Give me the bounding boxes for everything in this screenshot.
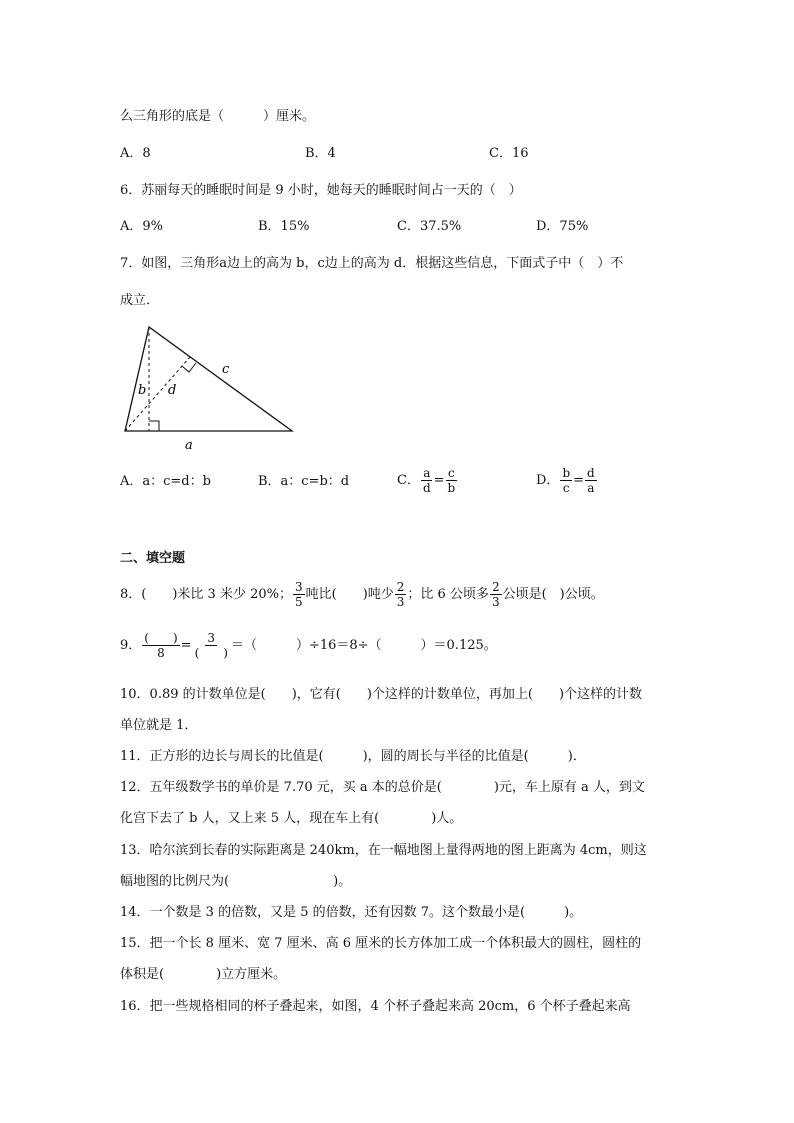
height-d-line: [125, 357, 190, 431]
right-angle-mark-side: [182, 363, 196, 372]
q7-option-b: B．a：c=b：d: [258, 474, 350, 489]
q12-stem-line2: 化宫下去了 b 人，又上来 5 人，现在车上有( )人。: [120, 811, 463, 826]
q16-stem: 16．把一些规格相同的杯子叠起来，如图，4 个杯子叠起来高 20cm，6 个杯子叠起来高: [120, 999, 631, 1014]
q7-stem-line2: 成立．: [120, 293, 160, 308]
q7-option-a: A．a：c=d：b: [120, 474, 211, 489]
q6-option-c: C．37.5%: [397, 219, 462, 234]
fraction: $\frac{( )}{8}$: [144, 631, 178, 660]
label-c: c: [222, 362, 230, 377]
q5-stem-continuation: 么三角形的底是（ ）厘米。: [120, 109, 316, 124]
q5-option-c: C．16: [489, 146, 529, 161]
fraction: $\frac{3}{( )}$: [194, 631, 228, 660]
q6-option-a: A．9%: [120, 219, 164, 234]
label-b: b: [138, 383, 147, 398]
fraction: $\frac{a}{d}$: [422, 466, 431, 495]
q14-stem: 14．一个数是 3 的倍数，又是 5 的倍数，还有因数 7。这个数最小是( )。: [120, 905, 583, 920]
fraction: $\frac{d}{a}$: [587, 466, 595, 495]
label-d: d: [168, 383, 177, 398]
right-angle-mark-base: [149, 421, 159, 431]
fraction: $\frac{2}{3}$: [396, 580, 405, 609]
label-a: a: [185, 438, 193, 453]
q9-stem: 9． $\frac{( )}{8}$ = $\frac{3}{( )}$ ＝（ ）÷16＝8÷（ ）＝0.125。: [120, 631, 497, 660]
q13-stem-line2: 幅地图的比例尺为( )。: [120, 874, 352, 889]
q6-stem: 6．苏丽每天的睡眠时间是 9 小时，她每天的睡眠时间占一天的（ ）: [120, 183, 522, 198]
q13-stem: 13．哈尔滨到长春的实际距离是 240km，在一幅地图上量得两地的图上距离为 4cm，则这: [120, 843, 647, 858]
triangle-figure: [110, 318, 310, 453]
q11-stem: 11．正方形的边长与周长的比值是( )，圆的周长与半径的比值是( )．: [120, 749, 586, 764]
q10-stem-line2: 单位就是 1．: [120, 718, 198, 733]
fraction: $\frac{b}{c}$: [562, 466, 571, 495]
section-title: 二、填空题: [120, 551, 186, 566]
q7-option-c: C． $\frac{a}{d}$ = $\frac{c}{b}$: [397, 466, 456, 495]
fraction: $\frac{2}{3}$: [491, 580, 500, 609]
q12-stem: 12．五年级数学书的单价是 7.70 元，买 a 本的总价是( )元，车上原有 a 人，到文: [120, 780, 645, 795]
q8-stem: 8．( )米比 3 米少 20%； $\frac{3}{5}$ 吨比( )吨少 $\frac{2}{3}$ ；比 6 公顷多 $\frac{2}{3}$ 公顷是( )公顷。: [120, 580, 604, 609]
q6-option-b: B．15%: [258, 219, 310, 234]
q7-stem: 7．如图，三角形a边上的高为 b，c边上的高为 d．根据这些信息，下面式子中（ ）不: [120, 256, 624, 271]
q15-stem-line2: 体积是( )立方厘米。: [120, 967, 287, 982]
triangle-outline: [125, 327, 292, 431]
q5-option-a: A．8: [120, 146, 151, 161]
fraction: $\frac{c}{b}$: [447, 466, 456, 495]
q10-stem: 10．0.89 的计数单位是( )，它有( )个这样的计数单位，再加上( )个这样的计数: [120, 687, 643, 702]
q6-option-d: D．75%: [536, 219, 589, 234]
q7-option-d: D． $\frac{b}{c}$ = $\frac{d}{a}$: [536, 466, 595, 495]
q15-stem: 15．把一个长 8 厘米、宽 7 厘米、高 6 厘米的长方体加工成一个体积最大的圆柱，圆柱的: [120, 936, 642, 951]
fraction: $\frac{3}{5}$: [294, 580, 303, 609]
q5-option-b: B．4: [305, 146, 336, 161]
